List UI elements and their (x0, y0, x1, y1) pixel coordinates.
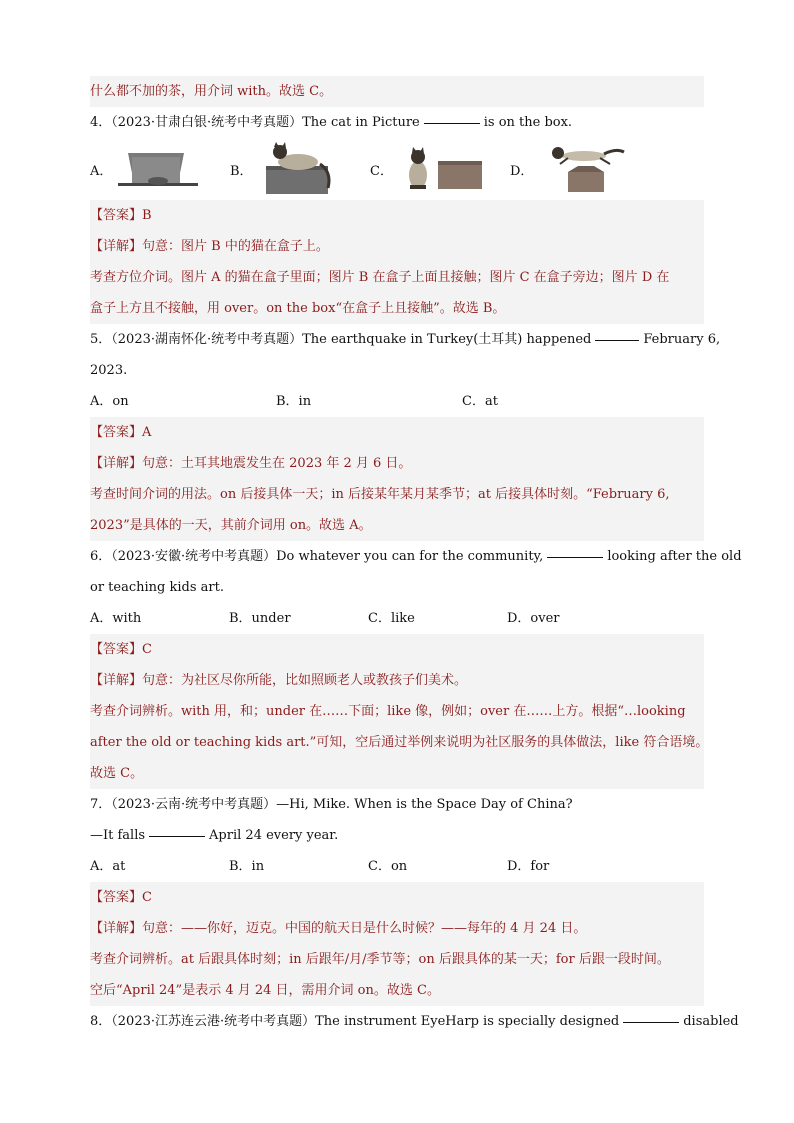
answer-blank (149, 835, 205, 837)
option-b[interactable]: B． (230, 142, 370, 196)
option-b[interactable]: B．in (229, 859, 265, 874)
answer-blank (424, 122, 480, 124)
question-4-options (90, 138, 704, 200)
question-8-stem: 8．（2023·江苏连云港·统考中考真题）The instrument EyeHarp is specially designed disabled (90, 1014, 739, 1029)
explanation-line: 考查介词辨析。at 后跟具体时刻；in 后跟年/月/季节等；on 后跟具体的某一天；for 后跟一段时间。 (90, 944, 704, 975)
question-4-stem: 4．（2023·甘肃白银·统考中考真题）The cat in Picture is on the box. (90, 115, 573, 130)
answer-blank (595, 339, 639, 341)
explanation-line: after the old or teaching kids art.”可知，空后通过举例来说明为社区服务的具体做法，like 符合语境。 (90, 727, 704, 758)
question-7-options (90, 851, 704, 882)
cat-on-box-picture (258, 142, 338, 196)
answer-blank (547, 556, 603, 558)
option-c[interactable]: C．at (462, 394, 498, 409)
document-page (90, 76, 742, 1037)
explanation-line: 空后“April 24”是表示 4 月 24 日，需用介词 on。故选 C。 (90, 975, 704, 1006)
question-6-options (90, 603, 704, 634)
explanation-line: 什么都不加的茶，用介词 with。故选 C。 (90, 76, 704, 107)
option-d[interactable]: D．for (507, 859, 550, 874)
cat-in-box-picture (118, 147, 198, 191)
question-5-stem-cont: 2023. (90, 363, 128, 378)
question-7-stem: 7．（2023·云南·统考中考真题）—Hi, Mike. When is the Space Day of China? (90, 797, 573, 812)
cat-over-box-picture (538, 144, 628, 194)
option-b[interactable]: B．in (276, 394, 312, 409)
question-6-stem-cont: or teaching kids art. (90, 580, 224, 595)
detail-line: 【详解】句意：——你好，迈克。中国的航天日是什么时候？——每年的 4 月 24 日。 (90, 913, 704, 944)
explanation-line: 考查介词辨析。with 用，和；under 在……下面；like 像，例如；over 在……上方。根据“…looking (90, 696, 704, 727)
option-b[interactable]: B．under (229, 611, 291, 626)
option-c[interactable]: C． (370, 145, 510, 193)
option-a[interactable]: A．at (90, 859, 126, 874)
explanation-line: 2023”是具体的一天，其前介词用 on。故选 A。 (90, 510, 704, 541)
answer-blank (623, 1021, 679, 1023)
explanation-line: 考查时间介词的用法。on 后接具体一天；in 后接某年某月某季节；at 后接具体时刻。“February 6, (90, 479, 704, 510)
option-a[interactable]: A．on (90, 394, 129, 409)
option-d[interactable]: D． (510, 144, 650, 194)
question-5-options (90, 386, 704, 417)
question-5-stem: 5．（2023·湖南怀化·统考中考真题）The earthquake in Turkey(土耳其) happened February 6, (90, 332, 721, 347)
detail-line: 【详解】句意：图片 B 中的猫在盒子上。 (90, 231, 704, 262)
answer-line: 【答案】C (90, 882, 704, 913)
option-c[interactable]: C．on (368, 859, 408, 874)
answer-line: 【答案】C (90, 634, 704, 665)
explanation-line: 盒子上方且不接触，用 over。on the box“在盒子上且接触”。故选 B。 (90, 293, 704, 324)
answer-line: 【答案】B (90, 200, 704, 231)
option-a[interactable]: A．with (90, 611, 142, 626)
explanation-line: 考查方位介词。图片 A 的猫在盒子里面；图片 B 在盒子上面且接触；图片 C 在盒子旁边；图片 D 在 (90, 262, 704, 293)
answer-line: 【答案】A (90, 417, 704, 448)
cat-beside-box-picture (398, 145, 488, 193)
detail-line: 【详解】句意：土耳其地震发生在 2023 年 2 月 6 日。 (90, 448, 704, 479)
question-6-stem: 6．（2023·安徽·统考中考真题）Do whatever you can for the community, looking after the old (90, 549, 742, 564)
option-d[interactable]: D．over (507, 611, 560, 626)
explanation-line: 故选 C。 (90, 758, 704, 789)
option-a[interactable]: A． (90, 147, 230, 191)
question-7-stem-cont: —It falls April 24 every year. (90, 828, 339, 843)
detail-line: 【详解】句意：为社区尽你所能，比如照顾老人或教孩子们美术。 (90, 665, 704, 696)
option-c[interactable]: C．like (368, 611, 415, 626)
